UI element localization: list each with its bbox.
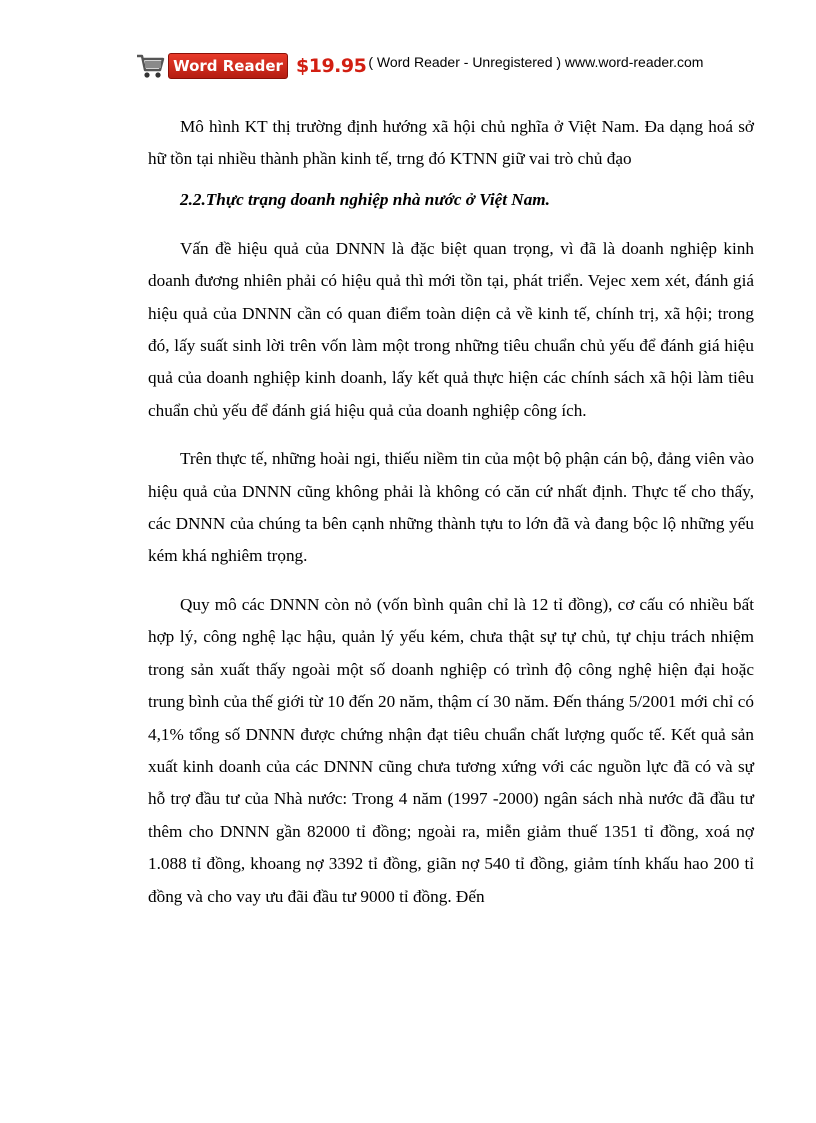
paragraph-3: Trên thực tế, những hoài ngi, thiếu niềm tin của một bộ phận cán bộ, đảng viên vào hiệu quả của DNNN cũng không phải là không có căn cứ nhất định. Thực tế cho thấy, các DNNN của chúng ta bên cạnh những thành tựu to lớn đã và đang bộc lộ những yếu kém khá nghiêm trọng. [148,449,754,566]
word-reader-banner[interactable] [135,50,703,82]
price-label[interactable]: $19.95 [296,55,367,77]
paragraph-2: Vấn đề hiệu quả của DNNN là đặc biệt quan trọng, vì đã là doanh nghiệp kinh doanh đương nhiên phải có hiệu quả thì mới tồn tại, phát triển. Vejec xem xét, đánh giá hiệu quả của DNNN cần có quan điểm toàn diện cả về kinh tế, chính trị, xã hội; trong đó, lấy suất sinh lời trên vốn làm một trong những tiêu chuẩn chủ yếu để đánh giá hiệu quả của doanh nghiệp kinh doanh, lấy kết quả thực hiện các chính sách xã hội làm tiêu chuẩn chủ yếu để đánh giá hiệu quả của doanh nghiệp công ích. [148,238,754,420]
paragraph-4: Quy mô các DNNN còn nỏ (vốn bình quân chỉ là 12 tỉ đồng), cơ cấu có nhiều bất hợp lý, công nghệ lạc hậu, quản lý yếu kém, chưa thật sự tự chủ, tự chịu trách nhiệm trong sản xuất thấy ngoài một số doanh nghiệp có trình độ công nghệ hiện đại hoặc trung bình của thế giới từ 10 đến 20 năm, thậm cí 30 năm. Đến tháng 5/2001 mới chỉ có 4,1% tổng số DNNN được chứng nhận đạt tiêu chuẩn chất lượng quốc tế. Kết quả sản xuất kinh doanh của các DNNN cũng chưa tương xứng với các nguồn lực đã có và sự hỗ trợ đầu tư của Nhà nước: Trong 4 năm (1997 -2000) ngân sách nhà nước đã đầu tư thêm cho DNNN gần 82000 tỉ đồng; ngoài ra, miễn giảm thuế 1351 tỉ đồng, xoá nợ 1.088 tỉ đồng, khoang nợ 3392 tỉ đồng, giãn nợ 540 tỉ đồng, giảm tính khấu hao 200 tỉ đồng và cho vay ưu đãi đầu tư 9000 tỉ đồng. Đến [148,594,754,906]
document-body [148,111,754,929]
shopping-cart-icon [135,52,165,80]
section-heading: 2.2.Thực trạng doanh nghiệp nhà nước ở Việt Nam. [180,189,550,209]
paragraph-1: Mô hình KT thị trường định hướng xã hội chủ nghĩa ở Việt Nam. Đa dạng hoá sở hữ tồn tại nhiều thành phần kinh tế, trng đó KTNN giữ vai trò chủ đạo [148,117,754,169]
word-reader-badge[interactable]: Word Reader [168,53,288,79]
registration-notice[interactable]: ( Word Reader - Unregistered ) www.word-reader.com [368,54,704,70]
